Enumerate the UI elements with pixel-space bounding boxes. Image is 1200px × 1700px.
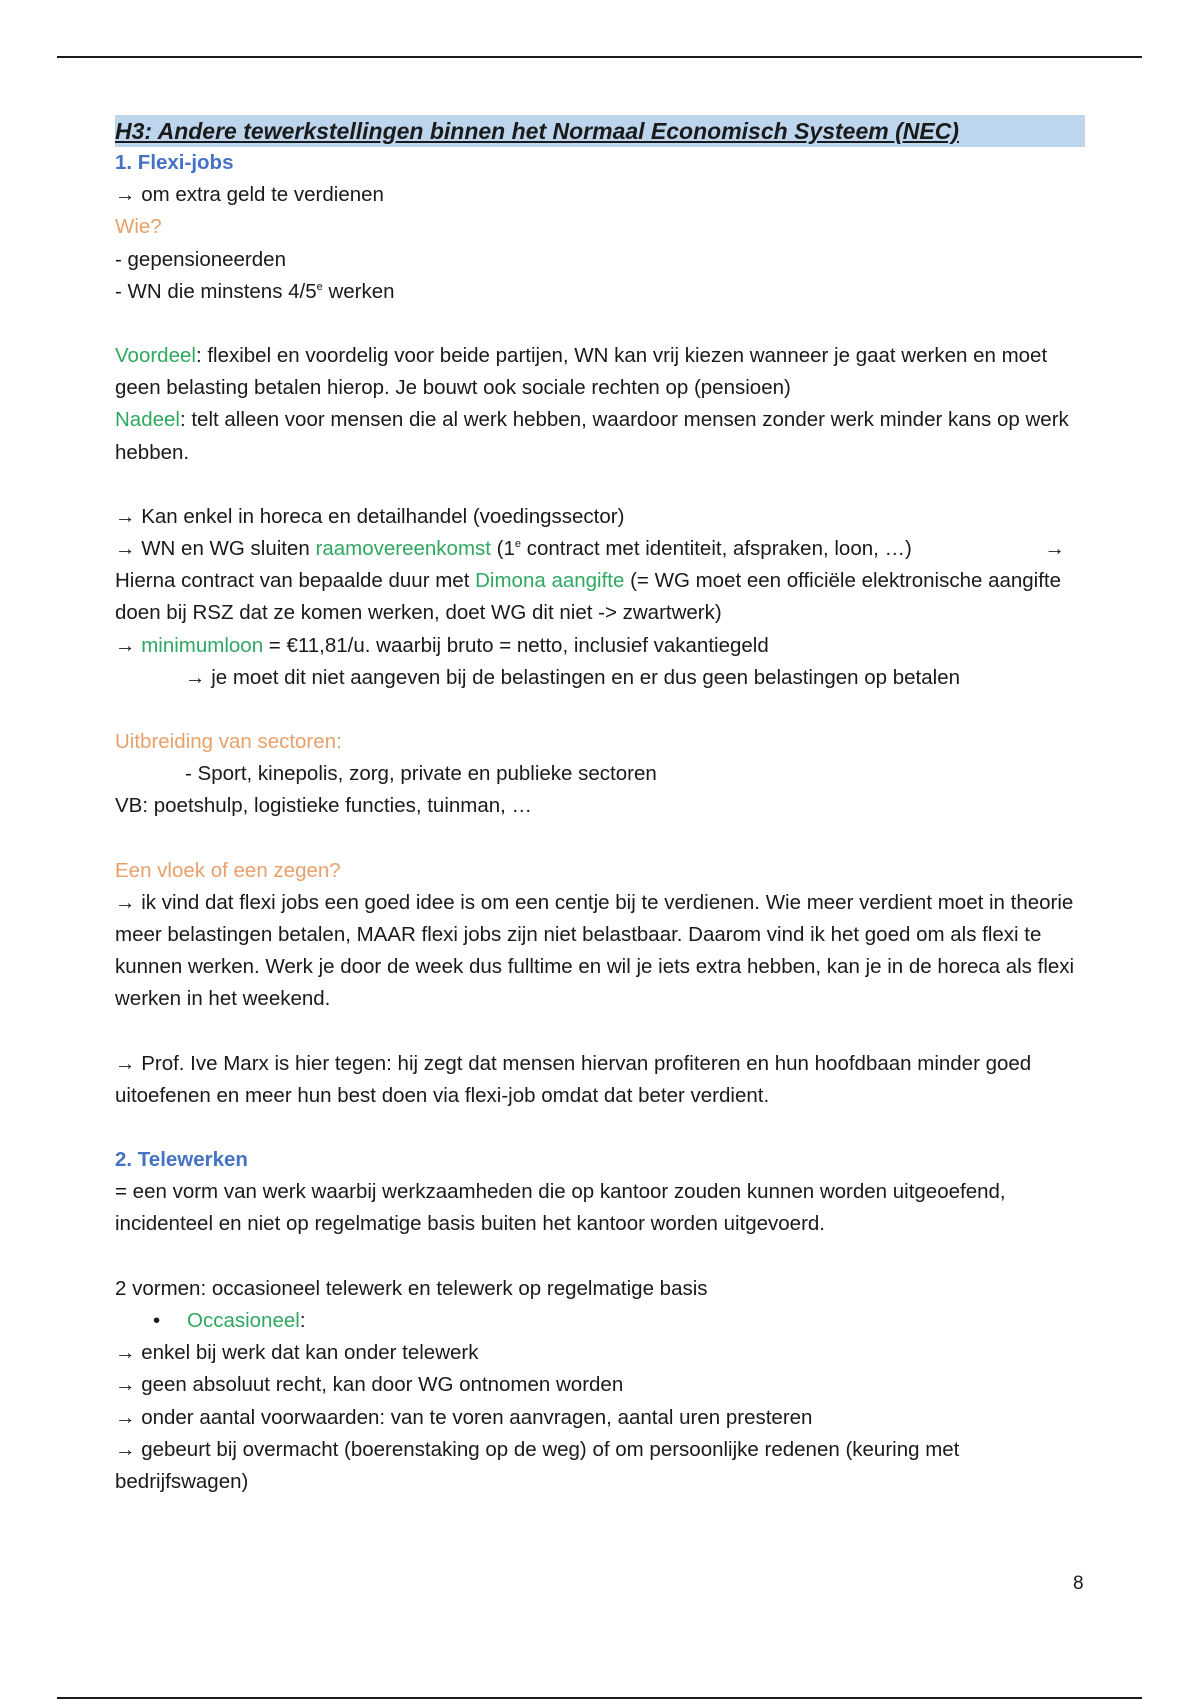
voordeel-label: Voordeel [115,344,196,368]
p2-text: → WN en WG sluiten [115,537,316,561]
dimona-term: Dimona aangifte [475,569,625,593]
section-title-flexi-jobs: 1. Flexi-jobs [115,151,234,174]
occasioneel-point-4: → gebeurt bij overmacht (boerenstaking op de weg) of om persoonlijke redenen (keuring met bedrijfswagen) [115,1437,960,1493]
chapter-heading: H3: Andere tewerkstellingen binnen het Normaal Economisch Systeem (NEC) [115,115,1085,147]
flexi-intro: → om extra geld te verdienen [115,183,384,207]
page-number: 8 [1073,1573,1084,1594]
p2-text-c: contract met identiteit, afspraken, loon, …) [521,537,912,561]
nadeel-label: Nadeel [115,408,180,432]
nadeel-paragraph [115,404,1085,468]
colon: : [299,1308,306,1332]
marx-paragraph: → Prof. Ive Marx is hier tegen: hij zegt dat mensen hiervan profiteren en hun hoofdbaan minder goed uitoefenen en meer hun best doen via flexi-job omdat dat beter verdient. [115,1051,1032,1107]
point-dimona [115,565,1085,629]
occasioneel-point-3: → onder aantal voorwaarden: van te voren aanvragen, aantal uren presteren [115,1405,813,1429]
point-horeca: → Kan enkel in horeca en detailhandel (voedingssector) [115,504,625,528]
document-body [115,115,1085,1498]
raamovereenkomst-term: raamovereenkomst [315,537,491,561]
arrow-icon: → [1044,537,1065,561]
voordeel-text: : flexibel en voordelig voor beide partijen, WN kan vrij kiezen wanneer je gaat werken en moet geen belasting betalen hierop. Je bouwt ook sociale rechten op (pensioen) [115,344,1048,400]
voordeel-paragraph [115,340,1085,404]
minimumloon-term: minimumloon [141,633,264,657]
subheading-uitbreiding: Uitbreiding van sectoren: [115,730,342,754]
point-raamovereenkomst [115,533,1085,565]
occasioneel-point-1: → enkel bij werk dat kan onder telewerk [115,1341,479,1365]
telewerk-vormen: 2 vormen: occasioneel telewerk en telewerk op regelmatige basis [115,1276,708,1300]
point-minimumloon [115,630,1085,662]
who-item-2-text: - WN die minstens 4/5 [115,279,317,303]
point-belastingen: → je moet dit niet aangeven bij de belastingen en er dus geen belastingen op betalen [185,665,961,689]
occasioneel-label: Occasioneel [187,1308,300,1332]
bullet-icon: • [153,1308,161,1332]
p3-text: Hierna contract van bepaalde duur met [115,569,476,593]
who-item-1: - gepensioneerden [115,247,286,271]
who-item-2-rest: werken [322,279,395,303]
superscript: e [514,538,522,551]
p3-text-b: (= WG moet een officiële elektronische aangifte doen bij RSZ dat ze komen werken, doet WG dit niet -> zwartwerk) [115,569,1062,625]
superscript: e [316,280,323,293]
footer-rule [57,1697,1142,1699]
subheading-wie: Wie? [115,215,162,239]
header-rule [57,56,1142,58]
subheading-vloek-zegen: Een vloek of een zegen? [115,858,341,882]
section-title-telewerken: 2. Telewerken [115,1148,248,1172]
who-item-2 [115,276,1085,308]
bullet-occasioneel [115,1305,1085,1337]
nadeel-text: : telt alleen voor mensen die al werk hebben, waardoor mensen zonder werk minder kans op werk hebben. [115,408,1069,464]
p4-text: = €11,81/u. waarbij bruto = netto, inclusief vakantiegeld [263,633,769,657]
p4-arrow: → [115,633,142,657]
opinion-paragraph: → ik vind dat flexi jobs een goed idee is om een centje bij te verdienen. Wie meer verdient moet in theorie meer belastingen betalen, MAAR flexi jobs zijn niet belastbaar. Daarom vind ik het goed om als flexi te kunnen werken. Werk je door de week dus fulltime en wil je iets extra hebben, kan je in de horeca als flexi werken in het weekend. [115,890,1075,1011]
p2-text-b: (1 [490,537,515,561]
sectors-example: VB: poetshulp, logistieke functies, tuinman, … [115,794,533,818]
sectors-list: - Sport, kinepolis, zorg, private en publieke sectoren [185,762,657,786]
occasioneel-point-2: → geen absoluut recht, kan door WG ontnomen worden [115,1373,624,1397]
telewerken-definition: = een vorm van werk waarbij werkzaamheden die op kantoor zouden kunnen worden uitgeoefend, incidenteel en niet op regelmatige basis buiten het kantoor worden uitgevoerd. [115,1180,1006,1236]
